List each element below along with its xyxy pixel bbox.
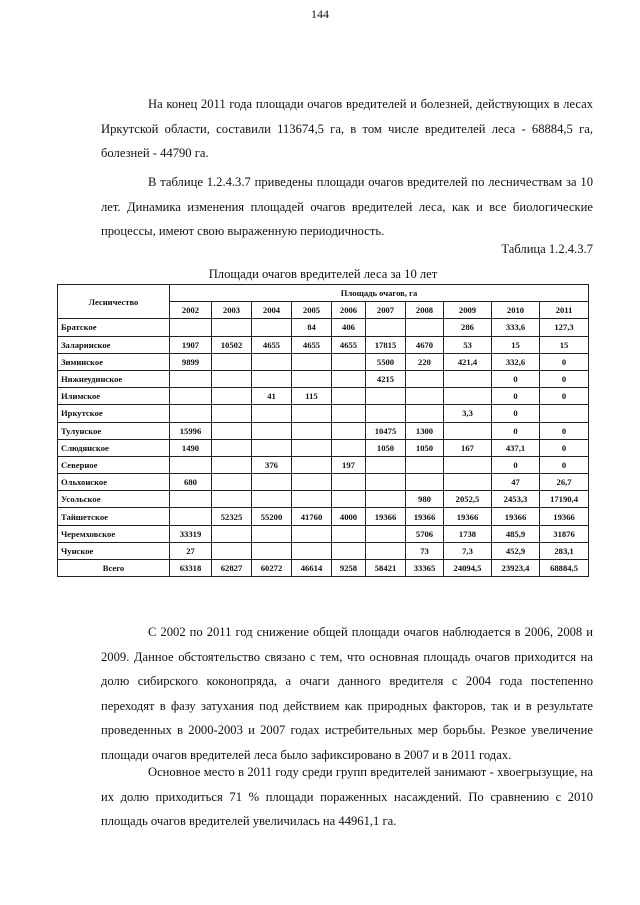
forestry-name: Ольхонское xyxy=(58,474,170,491)
table-cell xyxy=(366,474,406,491)
table-cell xyxy=(406,370,444,387)
table-cell: 15 xyxy=(540,336,589,353)
table-cell: 0 xyxy=(492,422,540,439)
total-cell: 33365 xyxy=(406,560,444,577)
forestry-name: Нижнеудинское xyxy=(58,370,170,387)
table-cell xyxy=(292,422,332,439)
table-cell xyxy=(406,319,444,336)
forestry-name: Заларинское xyxy=(58,336,170,353)
total-label: Всего xyxy=(58,560,170,577)
total-cell: 60272 xyxy=(252,560,292,577)
table-cell xyxy=(332,370,366,387)
table-row xyxy=(58,439,589,456)
header-year: 2007 xyxy=(366,302,406,319)
table-cell xyxy=(252,474,292,491)
table-cell xyxy=(212,353,252,370)
table-cell xyxy=(332,542,366,559)
page-number: 144 xyxy=(311,7,329,21)
table-cell xyxy=(444,456,492,473)
table-cell: 376 xyxy=(252,456,292,473)
table-cell xyxy=(170,491,212,508)
table-row xyxy=(58,542,589,559)
table-cell xyxy=(292,439,332,456)
paragraph-4 xyxy=(101,760,593,834)
table-cell: 4655 xyxy=(252,336,292,353)
table-cell xyxy=(292,491,332,508)
table-cell xyxy=(170,508,212,525)
table-cell: 4655 xyxy=(332,336,366,353)
table-cell xyxy=(366,405,406,422)
header-year: 2006 xyxy=(332,302,366,319)
table-cell xyxy=(252,405,292,422)
forestry-name: Братское xyxy=(58,319,170,336)
table-row xyxy=(58,388,589,405)
table-cell: 286 xyxy=(444,319,492,336)
table-cell xyxy=(170,319,212,336)
total-cell: 24094,5 xyxy=(444,560,492,577)
table-cell: 0 xyxy=(540,439,589,456)
paragraph-3-text: С 2002 по 2011 год снижение общей площади очагов наблюдается в 2006, 2008 и 2009. Данное обстоятельство связано с тем, что основная площадь очагов приходится на долю сибирского коконопряда, а очаги данного вредителя с 2004 года постепенно переходят в фазу затухания под действием как природных факторов, так и в результате проведенных в 2000-2003 и 2007 годах истребительных мер борьбы. Резкое увеличение площади очагов вредителей леса было зафиксировано в 2007 и в 2011 годах. xyxy=(101,625,593,762)
table-cell xyxy=(444,474,492,491)
header-year: 2009 xyxy=(444,302,492,319)
table-cell xyxy=(212,542,252,559)
table-cell: 1300 xyxy=(406,422,444,439)
table-cell: 332,6 xyxy=(492,353,540,370)
table-cell: 4670 xyxy=(406,336,444,353)
table-cell xyxy=(366,491,406,508)
table-cell: 1490 xyxy=(170,439,212,456)
forestry-name: Зиминское xyxy=(58,353,170,370)
table-cell: 0 xyxy=(540,370,589,387)
table-cell: 19366 xyxy=(444,508,492,525)
table-cell: 47 xyxy=(492,474,540,491)
table-cell xyxy=(170,370,212,387)
total-cell: 9258 xyxy=(332,560,366,577)
table-cell: 283,1 xyxy=(540,542,589,559)
table-cell: 1050 xyxy=(406,439,444,456)
table-cell: 1050 xyxy=(366,439,406,456)
table-cell: 84 xyxy=(292,319,332,336)
table-cell: 7,3 xyxy=(444,542,492,559)
table-cell: 421,4 xyxy=(444,353,492,370)
table-cell: 5500 xyxy=(366,353,406,370)
table-cell: 33319 xyxy=(170,525,212,542)
header-year: 2002 xyxy=(170,302,212,319)
forestry-name: Северное xyxy=(58,456,170,473)
table-cell: 980 xyxy=(406,491,444,508)
table-cell: 0 xyxy=(492,388,540,405)
table-cell: 4000 xyxy=(332,508,366,525)
table-cell: 55200 xyxy=(252,508,292,525)
table-cell: 5706 xyxy=(406,525,444,542)
table-cell xyxy=(332,422,366,439)
table-cell: 1907 xyxy=(170,336,212,353)
table-cell: 26,7 xyxy=(540,474,589,491)
header-year: 2010 xyxy=(492,302,540,319)
header-forestry: Лесничество xyxy=(58,285,170,319)
table-header-row-1 xyxy=(58,285,589,302)
table-cell xyxy=(540,405,589,422)
table-cell xyxy=(332,405,366,422)
forestry-name: Слюдянское xyxy=(58,439,170,456)
table-cell: 197 xyxy=(332,456,366,473)
table-row xyxy=(58,370,589,387)
table-cell xyxy=(292,456,332,473)
table-cell xyxy=(292,370,332,387)
table-cell xyxy=(212,456,252,473)
header-year: 2003 xyxy=(212,302,252,319)
table-cell xyxy=(170,405,212,422)
forestry-name: Чунское xyxy=(58,542,170,559)
table-cell xyxy=(170,388,212,405)
table-cell: 485,9 xyxy=(492,525,540,542)
table-cell xyxy=(406,456,444,473)
table-cell xyxy=(252,353,292,370)
table-cell: 437,1 xyxy=(492,439,540,456)
table-cell: 4215 xyxy=(366,370,406,387)
table-cell: 53 xyxy=(444,336,492,353)
table-cell: 333,6 xyxy=(492,319,540,336)
table-cell xyxy=(212,370,252,387)
table-cell: 41760 xyxy=(292,508,332,525)
table-cell: 0 xyxy=(540,422,589,439)
table-row xyxy=(58,405,589,422)
table-cell: 680 xyxy=(170,474,212,491)
table-cell: 10502 xyxy=(212,336,252,353)
table-cell xyxy=(292,542,332,559)
header-year: 2008 xyxy=(406,302,444,319)
table-cell xyxy=(366,542,406,559)
table-cell xyxy=(444,422,492,439)
table-cell: 15 xyxy=(492,336,540,353)
table-cell xyxy=(406,474,444,491)
table-cell xyxy=(332,525,366,542)
table-row xyxy=(58,474,589,491)
forestry-name: Тулунское xyxy=(58,422,170,439)
table-cell: 27 xyxy=(170,542,212,559)
table-cell xyxy=(366,319,406,336)
table-row xyxy=(58,353,589,370)
paragraph-3 xyxy=(101,620,593,767)
table-cell: 0 xyxy=(540,456,589,473)
table-cell xyxy=(212,491,252,508)
table-row xyxy=(58,422,589,439)
table-cell: 0 xyxy=(492,405,540,422)
total-cell: 63318 xyxy=(170,560,212,577)
table-cell xyxy=(292,353,332,370)
paragraph-2-text: В таблице 1.2.4.3.7 приведены площади очагов вредителей по лесничествам за 10 лет. Динамика изменения площадей очагов вредителей леса, как и все биологические процессы, имеют свою выраженную периодичность. xyxy=(101,175,593,238)
table-cell xyxy=(444,388,492,405)
table-cell xyxy=(252,319,292,336)
table-row xyxy=(58,525,589,542)
table-cell xyxy=(252,525,292,542)
paragraph-2 xyxy=(101,170,593,244)
table-cell: 19366 xyxy=(540,508,589,525)
table-cell xyxy=(292,405,332,422)
total-cell: 68884,5 xyxy=(540,560,589,577)
table-cell xyxy=(366,456,406,473)
total-cell: 23923,4 xyxy=(492,560,540,577)
table-cell xyxy=(212,388,252,405)
table-row xyxy=(58,508,589,525)
paragraph-1 xyxy=(101,92,593,166)
table-cell: 220 xyxy=(406,353,444,370)
table-cell: 0 xyxy=(492,370,540,387)
table-cell xyxy=(332,491,366,508)
table-cell xyxy=(292,525,332,542)
table-label: Таблица 1.2.4.3.7 xyxy=(501,242,593,256)
forestry-name: Черемховское xyxy=(58,525,170,542)
total-cell: 62827 xyxy=(212,560,252,577)
table-cell: 3,3 xyxy=(444,405,492,422)
paragraph-4-text: Основное место в 2011 году среди групп вредителей занимают - хвоегрызущие, на их долю приходиться 71 % площади пораженных насаждений. По сравнению с 2010 площадь очагов вредителей увеличилась на 44961,1 га. xyxy=(101,765,593,828)
header-year: 2004 xyxy=(252,302,292,319)
table-cell xyxy=(332,439,366,456)
forestry-name: Усольское xyxy=(58,491,170,508)
table-row xyxy=(58,491,589,508)
table-cell xyxy=(252,491,292,508)
table-cell xyxy=(212,474,252,491)
table-cell: 115 xyxy=(292,388,332,405)
table-cell xyxy=(212,439,252,456)
table-cell xyxy=(212,422,252,439)
table-cell: 10475 xyxy=(366,422,406,439)
table-cell: 31876 xyxy=(540,525,589,542)
table-cell: 127,3 xyxy=(540,319,589,336)
table-cell: 52325 xyxy=(212,508,252,525)
table-row xyxy=(58,336,589,353)
table-cell: 19366 xyxy=(406,508,444,525)
table-cell xyxy=(252,422,292,439)
table-row xyxy=(58,456,589,473)
table-cell xyxy=(332,474,366,491)
table-cell xyxy=(406,388,444,405)
table-cell: 0 xyxy=(492,456,540,473)
table-cell: 0 xyxy=(540,388,589,405)
table-cell xyxy=(212,525,252,542)
table-caption: Площади очагов вредителей леса за 10 лет xyxy=(208,267,438,281)
forestry-name: Иркутское xyxy=(58,405,170,422)
table-cell xyxy=(406,405,444,422)
header-area-group: Площадь очагов, га xyxy=(170,285,589,302)
table-total-row xyxy=(58,560,589,577)
forestry-name: Илимское xyxy=(58,388,170,405)
table-cell xyxy=(292,474,332,491)
table-cell xyxy=(212,405,252,422)
table-cell xyxy=(366,388,406,405)
table-cell: 17815 xyxy=(366,336,406,353)
table-cell: 2052,5 xyxy=(444,491,492,508)
table-cell xyxy=(332,388,366,405)
forestry-name: Тайшетское xyxy=(58,508,170,525)
table-cell xyxy=(252,439,292,456)
table-cell: 19366 xyxy=(492,508,540,525)
table-cell: 9899 xyxy=(170,353,212,370)
table-cell: 167 xyxy=(444,439,492,456)
table-cell xyxy=(366,525,406,542)
header-year: 2005 xyxy=(292,302,332,319)
table-row xyxy=(58,319,589,336)
table-cell: 406 xyxy=(332,319,366,336)
table-cell: 17190,4 xyxy=(540,491,589,508)
pests-area-table xyxy=(57,284,589,577)
table-cell xyxy=(332,353,366,370)
table-cell xyxy=(170,456,212,473)
table-cell: 73 xyxy=(406,542,444,559)
table-cell xyxy=(252,370,292,387)
table-cell: 452,9 xyxy=(492,542,540,559)
table-body xyxy=(58,319,589,577)
table-cell xyxy=(252,542,292,559)
table-cell xyxy=(212,319,252,336)
table-cell: 41 xyxy=(252,388,292,405)
table-cell: 0 xyxy=(540,353,589,370)
total-cell: 58421 xyxy=(366,560,406,577)
header-year: 2011 xyxy=(540,302,589,319)
table-cell: 19366 xyxy=(366,508,406,525)
table-cell xyxy=(444,370,492,387)
total-cell: 46614 xyxy=(292,560,332,577)
table-cell: 4655 xyxy=(292,336,332,353)
paragraph-1-text: На конец 2011 года площади очагов вредителей и болезней, действующих в лесах Иркутской области, составили 113674,5 га, в том числе вредителей леса - 68884,5 га, болезней - 44790 га. xyxy=(101,97,593,160)
table-cell: 1738 xyxy=(444,525,492,542)
table-cell: 2453,3 xyxy=(492,491,540,508)
table-cell: 15996 xyxy=(170,422,212,439)
